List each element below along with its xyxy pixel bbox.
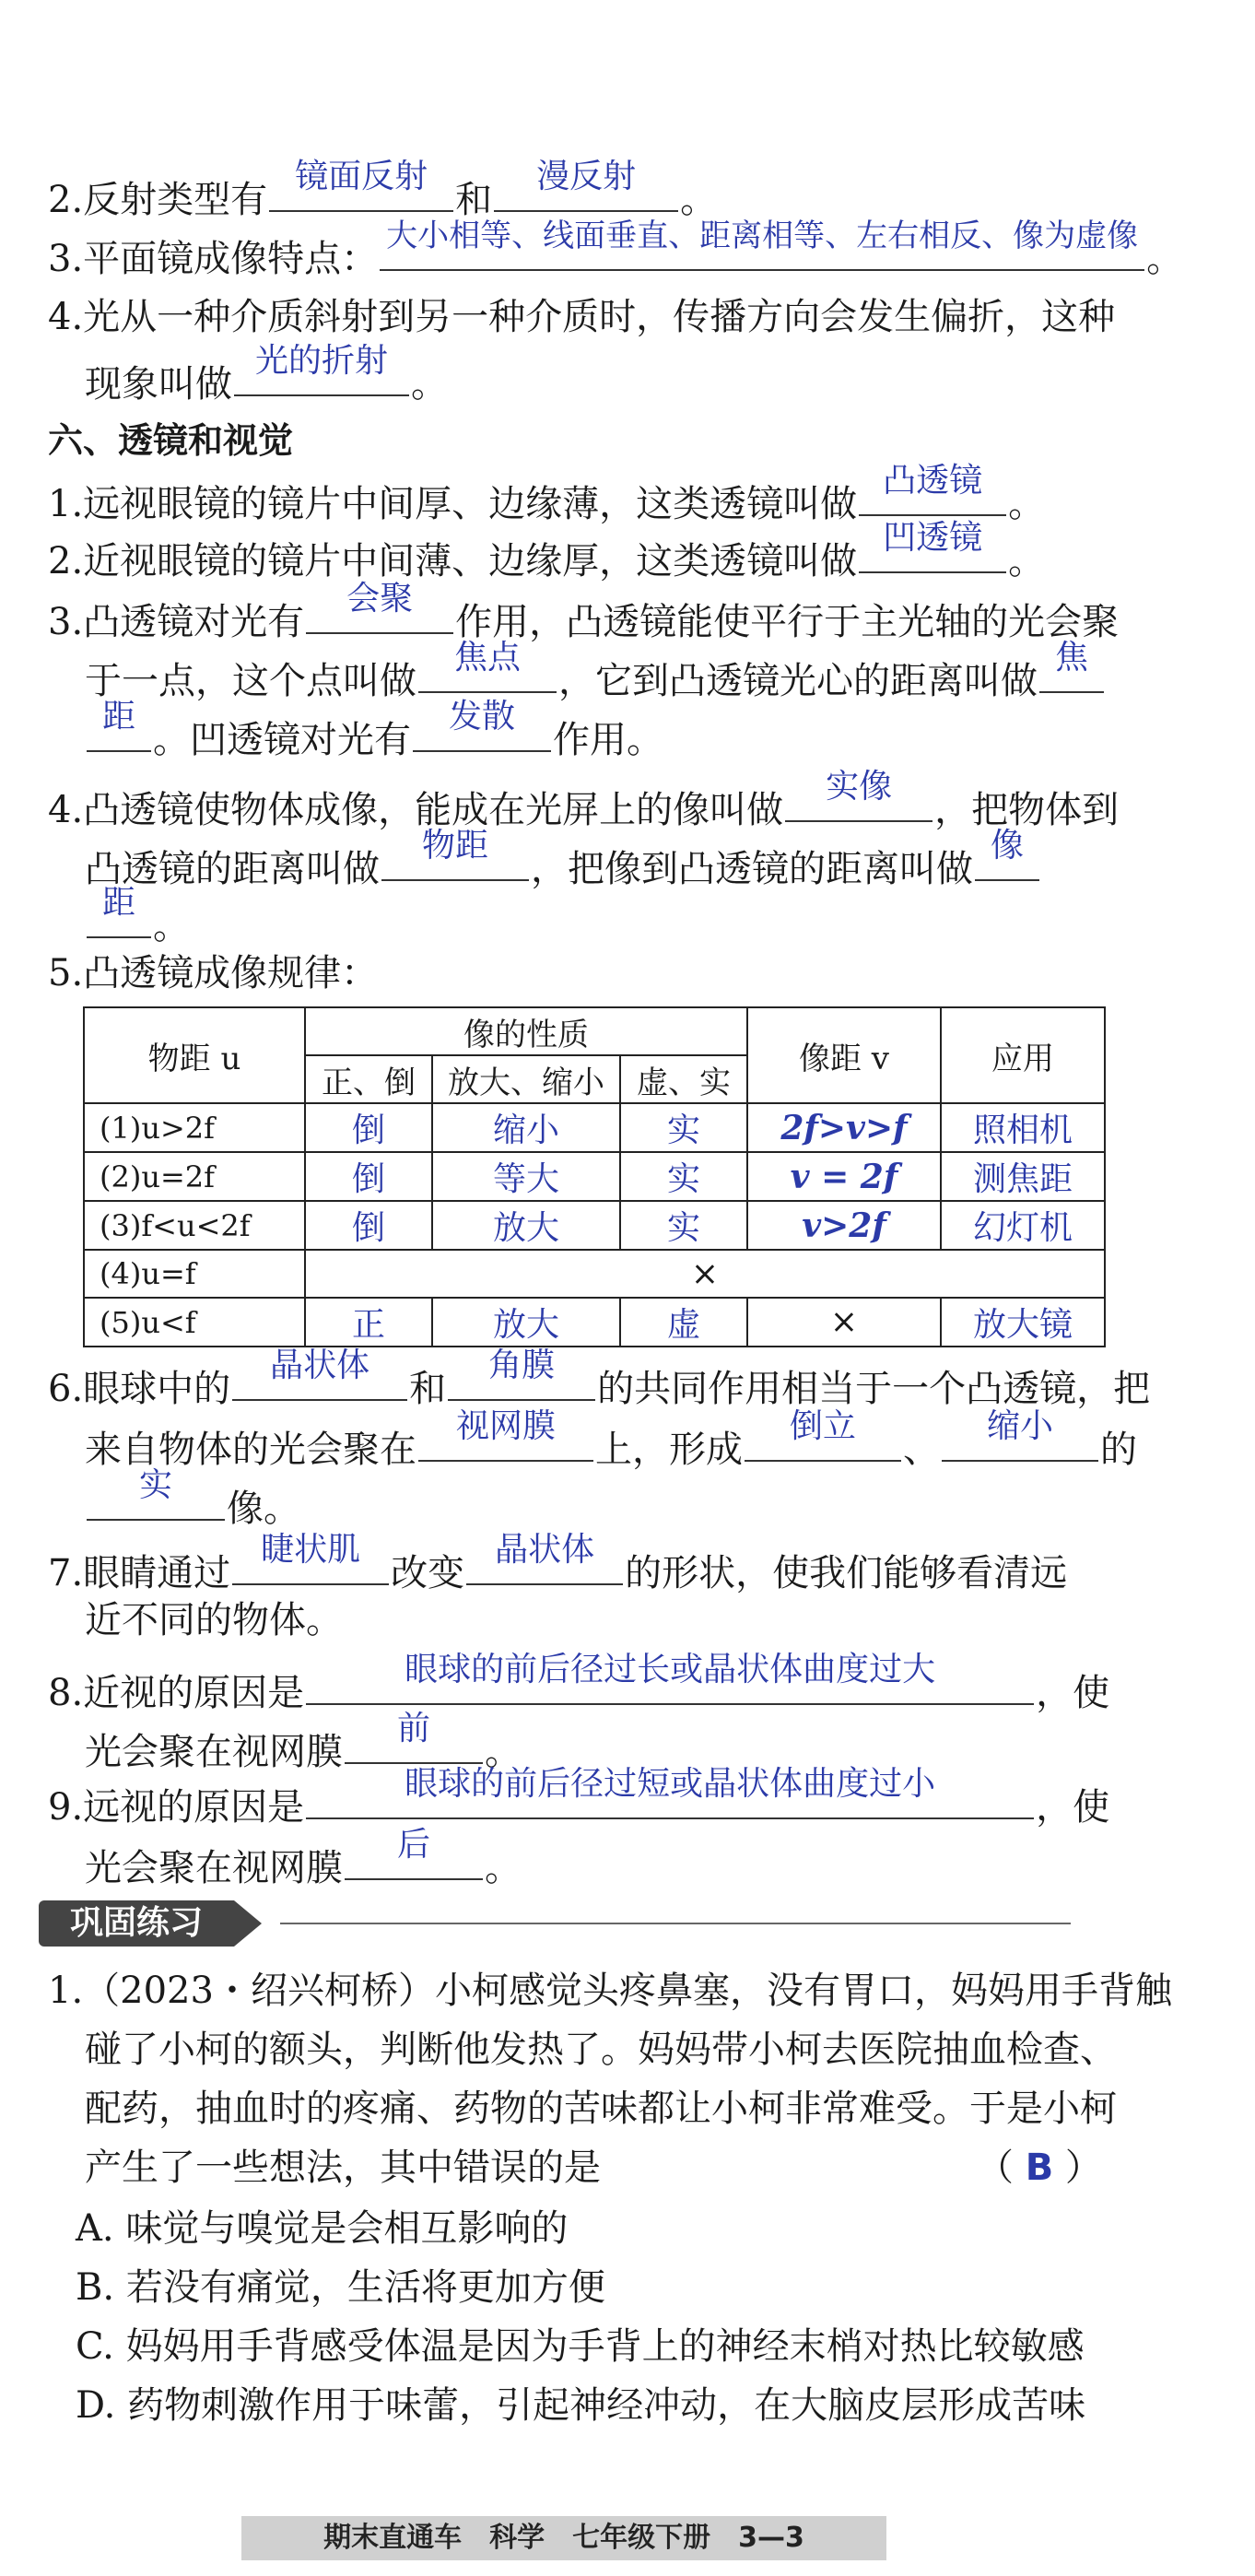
answer-blank: 镜面反射 [269,166,453,212]
table-row: (3)f<u<2f 倒 放大 实 v>2f 幻灯机 [84,1201,1105,1250]
s6-q4-line2: 凸透镜的距离叫做 物距 ，把像到凸透镜的距离叫做 像 [85,835,1255,895]
header-object-distance: 物距 u [84,1007,305,1103]
practice-q1-line3: 配药，抽血时的疼痛、药物的苦味都让小柯非常难受。于是小柯 [85,2088,1117,2130]
answer-paren: （ B ） [977,2147,1102,2189]
answer-blank: 凹透镜 [859,527,1006,573]
table-row: (2)u=2f 倒 等大 实 v = 2f 测焦距 [84,1152,1105,1201]
answer-blank: 发散 [413,706,551,752]
answer-blank: 焦 [1039,647,1104,693]
answer-blank: 后 [345,1834,483,1880]
answer-blank: 晶状体 [466,1539,623,1585]
s5-q4-line1: 4.光从一种介质斜射到另一种介质时，传播方向会发生偏折，这种 [48,296,1116,338]
answer-blank: 前 [345,1718,483,1764]
lens-imaging-table [83,1006,1106,1347]
answer-blank: 睫状肌 [232,1539,389,1585]
answer-blank: 像 [975,835,1039,881]
option-c: C. 妈妈用手背感受体温是因为手背上的神经末梢对热比较敏感 [76,2325,1085,2368]
s6-q3-line1: 3.凸透镜对光有 会聚 作用，凸透镜能使平行于主光轴的光会聚 [48,580,1120,643]
s6-q1: 1.远视眼镜的镜片中间厚、边缘薄，这类透镜叫做 凸透镜 。 [48,462,1046,525]
answer-blank: 物距 [381,835,529,881]
table-row: (5)u<f 正 放大 虚 × 放大镜 [84,1298,1105,1347]
s6-q4-line1: 4.凸透镜使物体成像，能成在光屏上的像叫做 实像 ，把物体到 [48,768,1120,831]
header-image-distance: 像距 v [747,1007,941,1103]
s6-q9-line1: 9.远视的原因是 眼球的前后径过短或晶状体曲度过小 ，使 [48,1765,1110,1829]
badge-arrow [234,1900,262,1947]
practice-q1-line2: 碰了小柯的额头，判断他发热了。妈妈带小柯去医院抽血检查、 [85,2029,1117,2071]
answer-blank: 缩小 [942,1416,1098,1462]
section-title: 六、透镜和视觉 [48,420,294,461]
answer-blank: 视网膜 [418,1416,593,1462]
s6-q6-line1: 6.眼球中的 晶状体 和 角膜 的共同作用相当于一个凸透镜，把 [48,1347,1151,1410]
answer-choice: B [1025,2147,1054,2189]
option-d: D. 药物刺激作用于味蕾，引起神经冲动，在大脑皮层形成苦味 [76,2384,1086,2427]
answer-blank: 实 [87,1475,225,1521]
s6-q2: 2.近视眼镜的镜片中间薄、边缘厚，这类透镜叫做 凹透镜 。 [48,519,1046,582]
s6-q3-line3: 距 。凹透镜对光有 发散 作用。 [85,706,1255,766]
s6-q6-line3: 实 像。 [85,1475,1255,1535]
answer-blank: 眼球的前后径过短或晶状体曲度过小 [306,1773,1034,1819]
answer-blank: 距 [87,706,151,752]
s6-q7-line2: 近不同的物体。 [85,1599,343,1641]
option-b: B. 若没有痛觉，生活将更加方便 [76,2266,605,2309]
answer-blank: 大小相等、线面垂直、距离相等、左右相反、像为虚像 [380,225,1144,271]
answer-blank: 实像 [785,776,932,822]
answer-blank: 距 [87,892,151,938]
table-row: (4)u=f × [84,1250,1105,1298]
answer-blank: 漫反射 [494,166,678,212]
s6-q3-line2: 于一点，这个点叫做 焦点 ，它到凸透镜光心的距离叫做 焦 [85,647,1255,707]
answer-blank: 焦点 [418,647,557,693]
subheader-real-virtual: 虚、实 [620,1055,747,1103]
s6-q6-line2: 来自物体的光会聚在 视网膜 上，形成 倒立 、 缩小 的 [85,1407,1137,1471]
practice-q1-line4: 产生了一些想法，其中错误的是 [85,2147,601,2189]
s6-q4-line3: 距 。 [85,892,1255,952]
page-footer: 期末直通车 科学 七年级下册 3—3 [241,2516,886,2560]
s6-q8-line2: 光会聚在视网膜 前 。 [85,1710,522,1773]
practice-q1-line1: 1.（2023・绍兴柯桥）小柯感觉头疼鼻塞，没有胃口，妈妈用手背触 [48,1970,1172,2012]
s5-q3: 3.平面镜成像特点： 大小相等、线面垂直、距离相等、左右相反、像为虚像 。 [48,218,1184,280]
s6-q9-line2: 光会聚在视网膜 后 。 [85,1826,522,1889]
answer-blank: 光的折射 [234,350,409,396]
subheader-orientation: 正、倒 [305,1055,432,1103]
option-a: A. 味觉与嗅觉是会相互影响的 [76,2207,569,2250]
s5-q2: 2.反射类型有 镜面反射 和 漫反射 。 [48,158,718,221]
subheader-size: 放大、缩小 [432,1055,620,1103]
header-application: 应用 [941,1007,1105,1103]
s6-q8-line1: 8.近视的原因是 眼球的前后径过长或晶状体曲度过大 ，使 [48,1651,1110,1714]
answer-blank: 角膜 [448,1355,595,1401]
answer-blank: 晶状体 [232,1355,407,1401]
answer-blank: 倒立 [745,1416,901,1462]
s5-q4-line2: 现象叫做 光的折射 。 [85,342,448,406]
s6-q7-line1: 7.眼睛通过 睫状肌 改变 晶状体 的形状，使我们能够看清远 [48,1531,1068,1594]
practice-banner [39,1900,1071,1947]
practice-badge: 巩固练习 [39,1900,234,1947]
answer-blank: 眼球的前后径过长或晶状体曲度过大 [306,1659,1034,1705]
banner-rule [280,1923,1071,1924]
table-row: (1)u>2f 倒 缩小 实 2f>v>f 照相机 [84,1103,1105,1152]
answer-blank: 凸透镜 [859,470,1006,516]
header-image-properties: 像的性质 [305,1007,747,1055]
answer-blank: 会聚 [306,588,453,634]
s6-q5-title: 5.凸透镜成像规律： [48,952,379,994]
